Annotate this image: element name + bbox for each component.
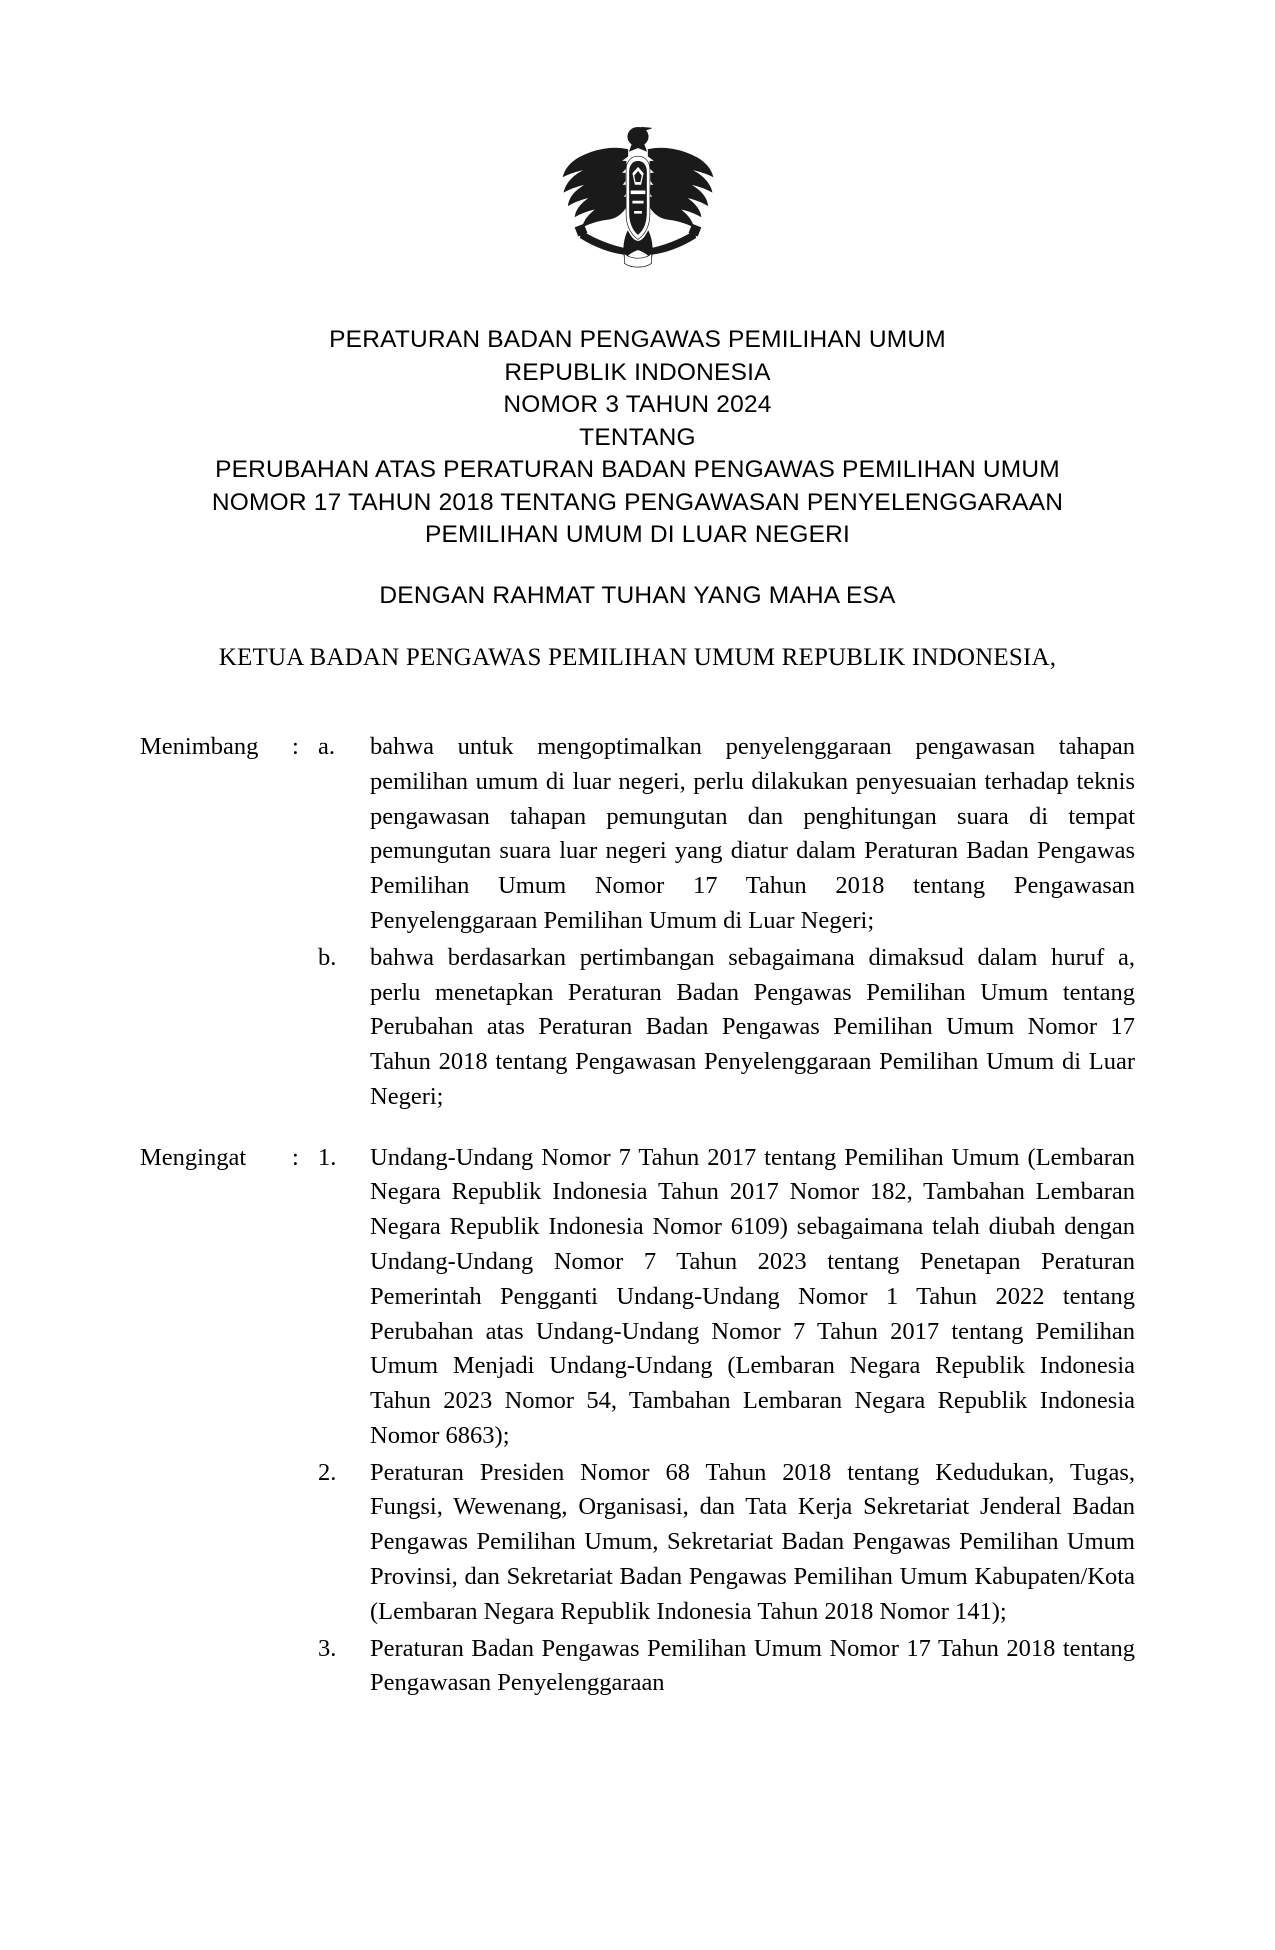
- title-line-6: NOMOR 17 TAHUN 2018 TENTANG PENGAWASAN PENYELENGGARAAN: [211, 488, 1064, 516]
- clause-marker: b.: [318, 943, 337, 971]
- clause-colon: :: [292, 1143, 299, 1171]
- clause-group-mengingat: [140, 1141, 1135, 1702]
- clause-colon: :: [292, 733, 299, 761]
- title-line-5: PERUBAHAN ATAS PERATURAN BADAN PENGAWAS PEMILIHAN UMUM: [215, 456, 1060, 484]
- clause-text: Peraturan Badan Pengawas Pemilihan Umum Nomor 17 Tahun 2018 tentang Pengawasan Penyelenggaraan: [370, 1634, 1135, 1697]
- garuda-pancasila-emblem: [553, 112, 723, 282]
- clause-item: [140, 730, 1135, 939]
- title-line-7: PEMILIHAN UMUM DI LUAR NEGERI: [424, 521, 851, 549]
- clause-text: Undang-Undang Nomor 7 Tahun 2017 tentang Pemilihan Umum (Lembaran Negara Republik Indonesia Tahun 2017 Nomor 182, Tambahan Lembaran Negara Republik Indonesia Nomor 6109) sebagaimana telah diubah dengan Undang-Undang Nomor 7 Tahun 2023 tentang Penetapan Peraturan Pemerintah Pengganti Undang-Undang Nomor 1 Tahun 2022 tentang Perubahan atas Undang-Undang Nomor 7 Tahun 2017 tentang Pemilihan Umum Menjadi Undang-Undang (Lembaran Negara Republik Indonesia Tahun 2023 Nomor 54, Tambahan Lembaran Negara Republik Indonesia Nomor 6863);: [370, 1143, 1135, 1449]
- document-title: [0, 324, 1275, 552]
- document-opening-line: KETUA BADAN PENGAWAS PEMILIHAN UMUM REPUBLIK INDONESIA,: [218, 644, 1057, 672]
- clause-label: Menimbang: [140, 733, 259, 761]
- document-subtitle: DENGAN RAHMAT TUHAN YANG MAHA ESA: [379, 582, 896, 610]
- clause-text: bahwa untuk mengoptimalkan penyelenggaraan pengawasan tahapan pemilihan umum di luar negeri, perlu dilakukan penyesuaian terhadap teknis pengawasan tahapan pemungutan dan penghitungan suara di tempat pemungutan suara luar negeri yang diatur dalam Peraturan Badan Pengawas Pemilihan Umum Nomor 17 Tahun 2018 tentang Pengawasan Penyelenggaraan Pemilihan Umum di Luar Negeri;: [370, 733, 1135, 934]
- title-line-1: PERATURAN BADAN PENGAWAS PEMILIHAN UMUM: [329, 326, 946, 353]
- clause-group-menimbang: [140, 730, 1135, 1115]
- clause-text: Peraturan Presiden Nomor 68 Tahun 2018 tentang Kedudukan, Tugas, Fungsi, Wewenang, Organisasi, dan Tata Kerja Sekretariat Jenderal Badan Pengawas Pemilihan Umum, Sekretariat Badan Pengawas Pemilihan Umum Provinsi, dan Sekretariat Badan Pengawas Pemilihan Umum Kabupaten/Kota (Lembaran Negara Republik Indonesia Tahun 2018 Nomor 141);: [370, 1458, 1135, 1625]
- clause-item: [140, 1632, 1135, 1702]
- clause-label: Mengingat: [140, 1143, 247, 1171]
- clause-item: [140, 1141, 1135, 1454]
- clause-item: [140, 941, 1135, 1115]
- title-line-3: NOMOR 3 TAHUN 2024: [503, 391, 772, 419]
- clause-text: bahwa berdasarkan pertimbangan sebagaimana dimaksud dalam huruf a, perlu menetapkan Peraturan Badan Pengawas Pemilihan Umum tentang Perubahan atas Peraturan Badan Pengawas Pemilihan Umum Nomor 17 Tahun 2018 tentang Pengawasan Penyelenggaraan Pemilihan Umum di Luar Negeri;: [370, 943, 1135, 1110]
- clause-marker: 3.: [318, 1634, 337, 1662]
- clauses-section: [0, 730, 1275, 1701]
- clause-item: [140, 1456, 1135, 1630]
- clause-marker: 1.: [318, 1143, 337, 1171]
- emblem-container: [0, 0, 1275, 282]
- title-line-2: REPUBLIK INDONESIA: [504, 358, 771, 386]
- clause-marker: a.: [318, 733, 335, 761]
- title-line-4: TENTANG: [579, 423, 696, 451]
- clause-marker: 2.: [318, 1458, 337, 1486]
